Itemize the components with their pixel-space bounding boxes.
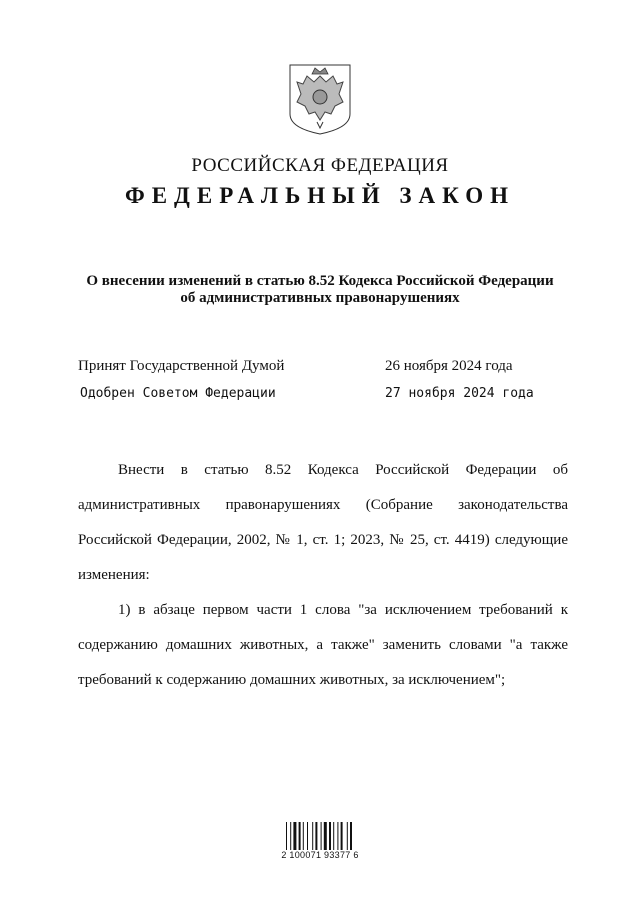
barcode-bar [324,822,327,850]
barcode-bar [329,822,331,850]
council-label: Одобрен Советом Федерации [80,386,276,401]
council-date: 27 ноября 2024 года [385,386,534,401]
barcode-bar [307,822,308,850]
duma-date: 26 ноября 2024 года [385,358,513,374]
barcode [285,822,355,850]
barcode-bar [290,822,291,850]
barcode-bar [347,822,348,850]
law-title-line-2: об административных правонарушениях [180,290,460,306]
paragraph-1-line-2: административных правонарушениях (Собрание законодательства [78,497,568,513]
barcode-bar [293,822,296,850]
paragraph-2-line-3: требований к содержанию домашних животных, за исключением"; [78,672,506,688]
paragraph-2-line-2: содержанию домашних животных, а также" заменить словами "а также [78,637,568,653]
barcode-bar [333,822,334,850]
document-type: ФЕДЕРАЛЬНЫЙ ЗАКОН [124,183,516,208]
barcode-bar [337,822,338,850]
law-title [0,273,640,307]
barcode-bar [341,822,343,850]
country-name: РОССИЙСКАЯ ФЕДЕРАЦИЯ [191,155,449,176]
paragraph-1-line-4: изменения: [78,567,150,583]
barcode-bar [315,822,317,850]
barcode-bar [350,822,352,850]
paragraph-1-line-3: Российской Федерации, 2002, № 1, ст. 1; 2023, № 25, ст. 4419) следующие [78,532,568,548]
law-title-line-1: О внесении изменений в статью 8.52 Кодекса Российской Федерации [86,273,554,289]
paragraph-1-line-1: Внести в статью 8.52 Кодекса Российской Федерации об [118,462,568,478]
duma-label: Принят Государственной Думой [78,358,285,374]
coat-of-arms-icon [287,62,353,136]
barcode-bar [286,822,287,850]
barcode-bar [303,822,304,850]
barcode-bar [299,822,301,850]
barcode-bar [321,822,322,850]
barcode-bar [312,822,313,850]
barcode-digits: 2 100071 93377 6 [281,850,359,860]
paragraph-2-line-1: 1) в абзаце первом части 1 слова "за исключением требований к [118,602,568,618]
